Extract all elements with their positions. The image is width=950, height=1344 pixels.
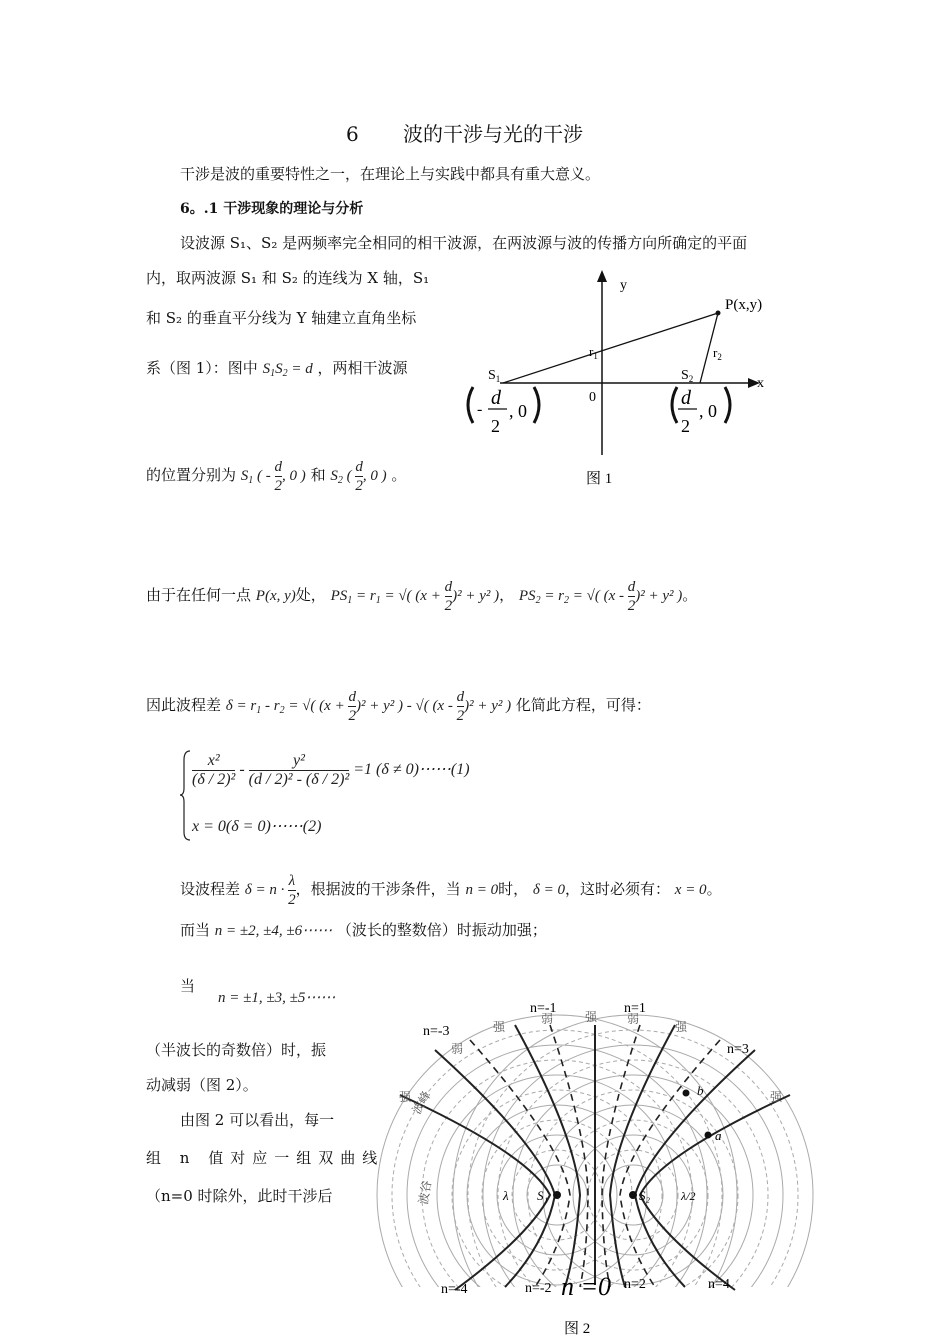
label-n-4: n=4: [708, 1277, 730, 1292]
text-fragment: 化简此方程，可得：: [515, 695, 651, 714]
formula-s1s2-d: $S_1S_2 = d$: [262, 361, 313, 379]
paragraph-line: [146, 578, 697, 615]
paragraph-line: （半波长的奇数倍）时，振: [146, 1041, 327, 1059]
text-fragment: 设波程差: [180, 879, 241, 898]
source-s2: [629, 1191, 637, 1199]
text-fragment: 。: [391, 465, 407, 484]
intro-paragraph: 干涉是波的重要特性之一，在理论上与实践中都具有重大意义。: [180, 165, 601, 183]
paragraph-line: [180, 920, 547, 941]
point-p-label: P(x,y): [725, 297, 763, 313]
text-fragment: 因此波程差: [146, 695, 222, 714]
paragraph-line: 内，取两波源 S₁ 和 S₂ 的连线为 X 轴，S₁: [146, 269, 430, 287]
equation-1-rhs: =1: [353, 761, 373, 779]
text-fragment: 而当: [180, 921, 211, 939]
s2-coordinate: [672, 387, 730, 436]
r1-label: $r_1$: [589, 344, 598, 361]
half-lambda-label: λ/2: [681, 1189, 696, 1203]
equation-system: [178, 748, 558, 843]
s1-label: $S_1$: [488, 368, 501, 384]
figure-1: [455, 265, 785, 495]
formula-s2-position: $S_2$ ( $\frac{d}{2}$ , 0 ): [330, 459, 387, 494]
point-a: [705, 1132, 712, 1139]
text-fragment: 。: [682, 585, 698, 604]
paragraph-line: 设波源 S₁、S₂ 是两频率完全相同的相干波源，在两波源与波的传播方向所确定的平面: [180, 234, 748, 252]
brace: [178, 748, 192, 843]
label-n-1: n=1: [624, 1001, 646, 1016]
paragraph-line: （n=0 时除外，此时干涉后: [146, 1187, 333, 1205]
text-fragment: （波长的整数倍）时振动加强；: [336, 921, 547, 939]
formula-n-zero: n = 0: [465, 881, 499, 898]
figure-1-caption: 图 1: [586, 471, 613, 487]
label-qiang: 强: [399, 1090, 412, 1104]
label-ruo: 弱: [541, 1012, 554, 1026]
label-bogu: 波谷: [416, 1179, 435, 1206]
svg-text:0: 0: [708, 401, 717, 421]
figure-2: [375, 995, 815, 1340]
y-axis-arrow: [597, 270, 607, 282]
formula-ps1: $PS_1 = r_1$ = √( (x + $\frac{d}{2}$ )² + y² ): [330, 579, 500, 614]
text-fragment: ，这时必须有：: [564, 879, 670, 898]
paragraph-line: 组 n 值对应一组双曲线: [146, 1149, 385, 1167]
equation-2: x = 0(δ = 0)⋯⋯(2): [192, 818, 322, 835]
formula-n-odd: n = ±1, ±3, ±5⋯⋯: [218, 990, 336, 1006]
text-fragment: ，两相干波源: [317, 359, 408, 377]
svg-text:2: 2: [681, 416, 690, 436]
formula-delta-n: δ = n · $\frac{\lambda}{2}$: [244, 873, 296, 908]
figure-2-caption: 图 2: [564, 1321, 591, 1337]
s2-label: S₂: [639, 1188, 651, 1203]
y-label: y: [620, 278, 627, 293]
point-b-label: b: [697, 1083, 704, 1098]
formula-path-difference: $\delta = r_1 - r_2$ = √( (x + $\frac{d}{2}$ )² + y² ) - √( (x - $\frac{d}{2}$ )² + y² ): [225, 689, 512, 724]
formula-delta-zero: δ = 0: [532, 881, 565, 898]
text-fragment: 。: [706, 879, 722, 898]
label-n-neg2: n=-2: [525, 1281, 552, 1296]
paragraph-line: 和 S₂ 的垂直平分线为 Y 轴建立直角坐标: [146, 309, 417, 327]
strength-labels: [399, 1010, 783, 1206]
paragraph-line: 当: [180, 977, 196, 995]
text-fragment: 系（图 1）：图中: [146, 359, 258, 377]
label-bofeng: 波峰: [409, 1088, 434, 1117]
label-qiang: 强: [493, 1020, 506, 1034]
section-number: 6: [346, 122, 359, 146]
text-fragment: ，根据波的干涉条件，当: [295, 879, 461, 898]
text-fragment: ，: [499, 585, 515, 604]
label-ruo: 弱: [451, 1042, 464, 1056]
label-n-2: n=2: [624, 1277, 646, 1292]
point-a-label: a: [715, 1128, 722, 1143]
text-fragment: 由于在任何一点: [146, 585, 252, 604]
paragraph-line: [146, 358, 408, 384]
label-n-neg3: n=-3: [423, 1024, 450, 1039]
svg-text:,: ,: [699, 401, 704, 421]
paragraph-line: [146, 458, 406, 495]
equation-1: $\frac{\text{x²}}{\text{(δ / 2)²}}$ - $\frac{\text{y²}}{\text{(d / 2)² - (δ / 2)²}}$ =1 (δ ≠ 0)⋯⋯(1): [192, 752, 470, 788]
svg-text:d: d: [491, 387, 501, 409]
lambda-label: λ: [503, 1188, 509, 1203]
label-n-0: n =0: [561, 1272, 612, 1301]
origin-label: 0: [589, 390, 596, 405]
label-qiang: 强: [770, 1090, 783, 1104]
page-title: 波的干涉与光的干涉: [403, 122, 583, 146]
text-fragment: 时，: [498, 879, 529, 898]
x-label: x: [757, 376, 764, 391]
s1-label: S₁: [537, 1188, 549, 1203]
text-fragment: 和: [310, 465, 326, 484]
r2-label: $r_2$: [713, 345, 722, 362]
label-qiang: 强: [675, 1020, 688, 1034]
label-n-neg4: n=-4: [441, 1282, 468, 1297]
paragraph-line: 由图 2 可以看出，每一: [180, 1111, 335, 1129]
formula-ps2: $PS_2 = r_2$ = √( (x - $\frac{d}{2}$ )² + y² ): [518, 579, 683, 614]
label-ruo: 弱: [627, 1012, 640, 1026]
svg-text:-: -: [477, 401, 483, 418]
s2-label: $S_2$: [681, 368, 694, 384]
text-fragment: 的位置分别为: [146, 465, 237, 484]
s1-coordinate: [468, 387, 539, 436]
svg-text:2: 2: [491, 416, 500, 436]
section-heading: 6。.1 干涉现象的理论与分析: [180, 201, 364, 217]
svg-text:0: 0: [518, 401, 527, 421]
label-n-3: n=3: [727, 1042, 749, 1057]
svg-text:d: d: [681, 387, 691, 409]
source-s1: [553, 1191, 561, 1199]
paragraph-line: [146, 688, 651, 725]
formula-x-zero: x = 0: [674, 881, 707, 898]
point-p: [716, 311, 721, 316]
text-fragment: 处，: [295, 585, 326, 604]
label-n-neg1: n=-1: [530, 1001, 557, 1016]
svg-text:,: ,: [509, 401, 514, 421]
formula-point-p: P(x, y): [255, 587, 296, 604]
formula-n-even: n = ±2, ±4, ±6⋯⋯: [214, 923, 333, 939]
paragraph-line: 动减弱（图 2）。: [146, 1076, 258, 1094]
label-qiang: 强: [585, 1010, 598, 1024]
paragraph-line: [180, 872, 722, 909]
point-b: [683, 1090, 690, 1097]
formula-s1-position: $S_1$ ( - $\frac{d}{2}$ , 0 ): [240, 459, 306, 494]
equation-1-condition: (δ ≠ 0)⋯⋯(1): [376, 761, 470, 779]
